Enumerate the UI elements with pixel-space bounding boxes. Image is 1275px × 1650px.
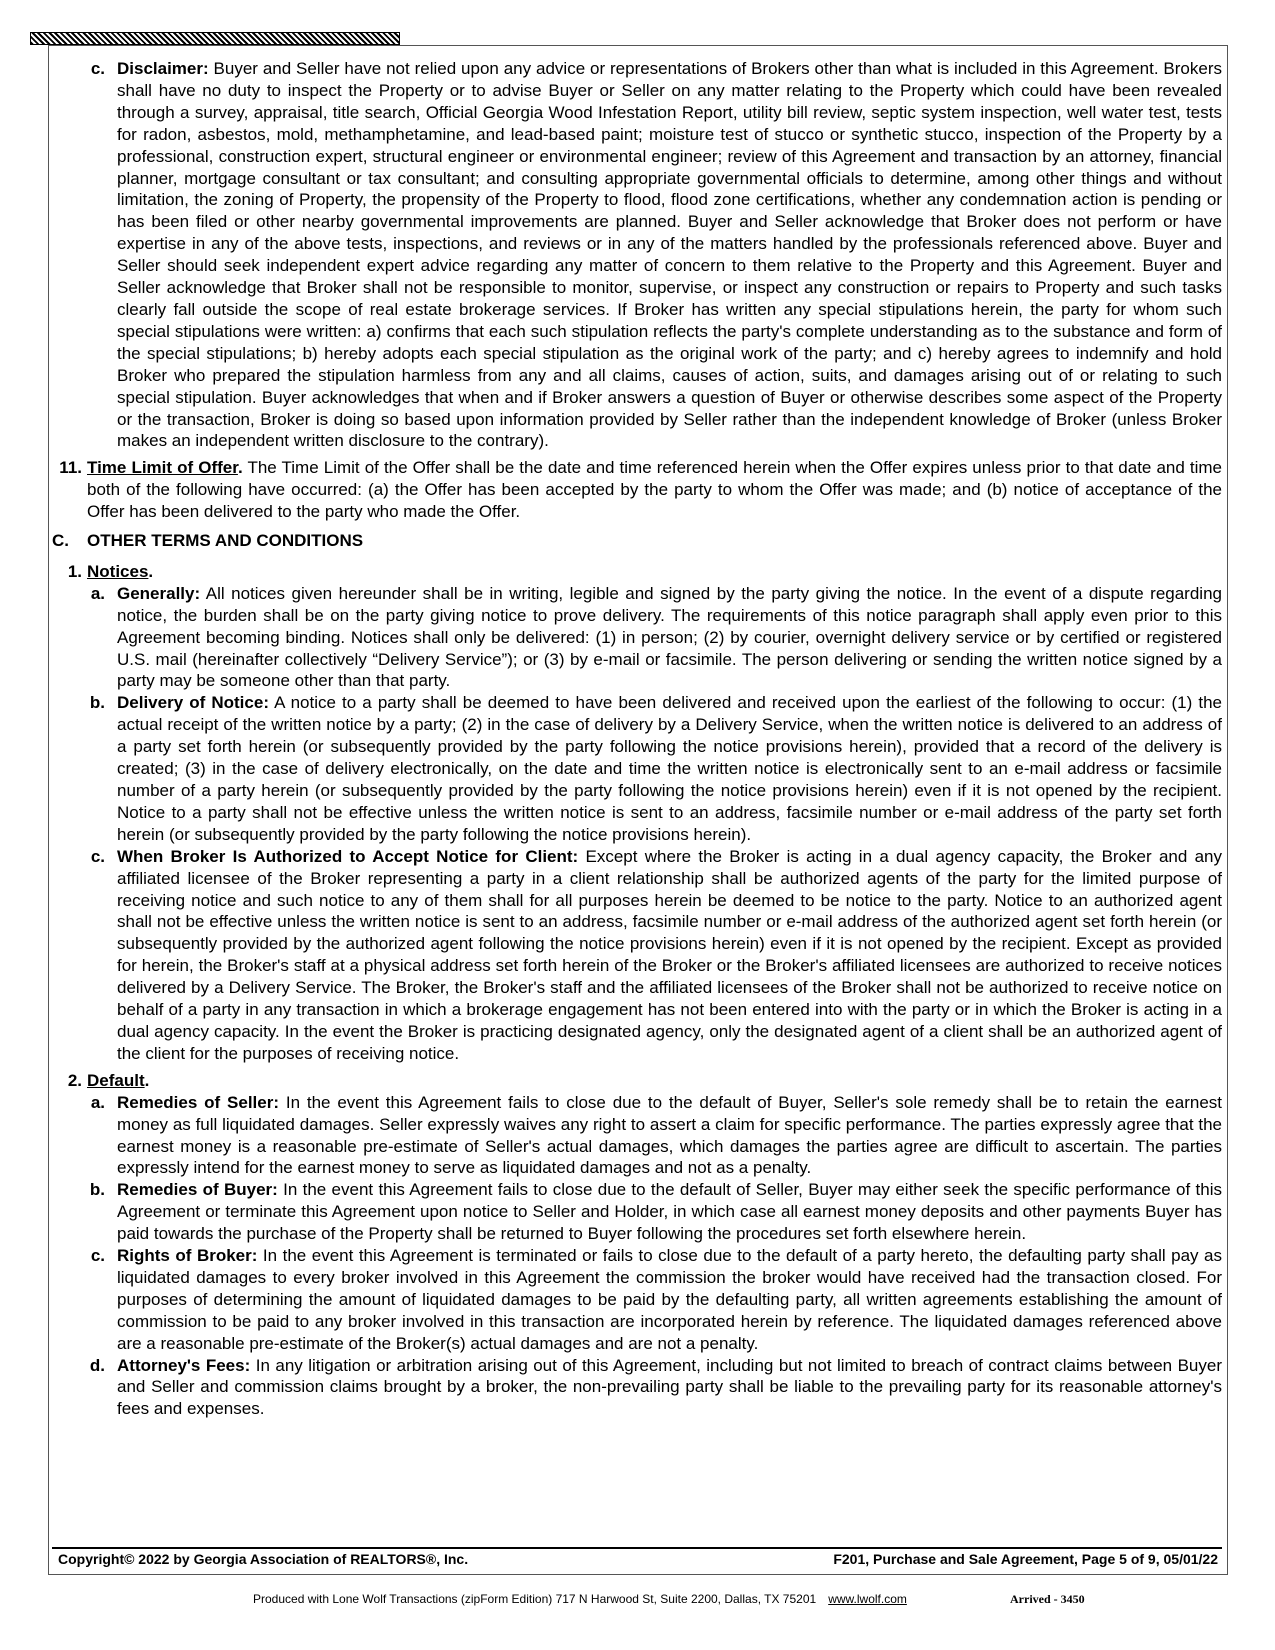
item-marker: b.	[89, 693, 105, 713]
default-attorney-fees	[52, 1355, 1222, 1421]
item-label: When Broker Is Authorized to Accept Notice for Client:	[117, 846, 579, 866]
time-limit-paragraph: 11. Time Limit of Offer. The Time Limit of the Offer shall be the date and time referenced herein when the Offer expires unless prior to that date and time both of the following have occurred: (a) the Offer has been accepted by the party to whom the Offer was made; and (b) notice of acceptance of the Offer has been delivered to the party who made the Offer.	[52, 457, 1222, 523]
item-text: In the event this Agreement fails to close due to the default of Buyer, Seller's sole remedy shall be to retain the earnest money as full liquidated damages. Seller expressly waives any right to assert a claim for specific performance. The parties expressly agree that the earnest money is a reasonable pre-estimate of Seller's actual damages, which damages the parties agree are difficult to ascertain. The parties expressly intend for the earnest money to serve as liquidated damages and not as a penalty.	[117, 1092, 1223, 1178]
item-text: Buyer and Seller have not relied upon any advice or representations of Brokers other than what is included in this Agreement. Brokers shall have no duty to inspect the Property or to advise Buyer or Seller on any matter relating to the Property which could have been revealed through a survey, appraisal, title search, Official Georgia Wood Infestation Report, utility bill review, septic system inspection, well water test, tests for radon, asbestos, mold, methamphetamine, and lead-based paint; moisture test of stucco or synthetic stucco, inspection of the Property by a professional, construction expert, structural engineer or environmental engineer; review of this Agreement and transaction by an attorney, financial planner, mortgage consultant or tax consultant; and consulting appropriate governmental officials to determine, among other things and without limitation, the zoning of Property, the propensity of the Property to flood, flood zone certifications, whether any condemnation action is pending or has been filed or other nearby governmental improvements are planned. Buyer and Seller acknowledge that Broker does not perform or have expertise in any of the above tests, inspections, and reviews or in any of the matters handled by the professionals referenced above. Buyer and Seller should seek independent expert advice regarding any matter of concern to them relative to the Property and this Agreement. Buyer and Seller acknowledge that Broker shall not be responsible to monitor, supervise, or inspect any construction or repairs to Property and such tasks clearly fall outside the scope of real estate brokerage services. If Broker has written any special stipulations herein, the party for whom such special stipulations were written: a) confirms that each such stipulation reflects the party's complete understanding as to the substance and form of the special stipulations; b) hereby adopts each special stipulation as the original work of the party; and c) hereby agrees to indemnify and hold Broker who prepared the stipulation harmless from any and all claims, causes of action, suits, and damages arising out of or relating to such special stipulation. Buyer acknowledges that when and if Broker answers a question of Buyer or otherwise describes some aspect of the Property or the transaction, Broker is doing so based upon information provided by Seller rather than the independent knowledge of Broker (unless Broker makes an independent written disclosure to the contrary).	[117, 59, 1222, 451]
item-label: Remedies of Buyer:	[117, 1180, 278, 1200]
item-title: Time Limit of Offer	[87, 458, 238, 478]
item-marker: a.	[90, 583, 105, 603]
form-info: F201, Purchase and Sale Agreement, Page 5 of 9, 05/01/22	[833, 1551, 1218, 1567]
notices-generally	[52, 583, 1222, 693]
default-heading: 2. Default.	[52, 1070, 1222, 1092]
produced-text: Produced with Lone Wolf Transactions (zipForm Edition) 717 N Harwood St, Suite 2200, Dallas, TX 75201	[253, 1592, 817, 1606]
item-text: A notice to a party shall be deemed to have been delivered and received upon the earliest of the following to occur: (1) the actual receipt of the written notice by a party; (2) in the case of delivery by a Delivery Service, when the written notice is delivered to an address of a party set forth herein (or subsequently provided by the party following the notice provisions herein), provided that a record of the delivery is created; (3) in the case of delivery electronically, on the date and time the written notice is electronically sent to an e-mail address or facsimile number of a party herein (or subsequently provided by the party following the notice provisions herein) even if it is not opened by the recipient. Notice to a party shall not be effective unless the written notice is sent to an address, facsimile number or e-mail address of the party set forth herein (or subsequently provided by the party following the notice provisions herein).	[117, 693, 1222, 844]
arrived-stamp: Arrived - 3450	[1010, 1592, 1085, 1606]
item-label: Attorney's Fees:	[117, 1355, 251, 1375]
item-label: Delivery of Notice:	[117, 693, 269, 713]
item-text: The Time Limit of the Offer shall be the date and time referenced herein when the Offer expires unless prior to that date and time both of the following have occurred: (a) the Offer has been accepted by the party to whom the Offer was made; and (b) notice of acceptance of the Offer has been delivered to the party who made the Offer.	[87, 458, 1223, 522]
item-text: All notices given hereunder shall be in writing, legible and signed by the party giving the notice. In the event of a dispute regarding notice, the burden shall be on the party giving notice to prove delivery. The requirements of this notice paragraph shall apply even prior to this Agreement becoming binding. Notices shall only be delivered: (1) in person; (2) by courier, overnight delivery service or by certified or registered U.S. mail (hereinafter collectively “Delivery Service”); or (3) by e-mail or facsimile. The person delivering or sending the written notice signed by a party may be someone other than that party.	[117, 583, 1222, 691]
copyright-notice: Copyright© 2022 by Georgia Association of REALTORS®, Inc.	[58, 1551, 469, 1567]
section-marker: C.	[52, 531, 69, 551]
item-title: Default	[87, 1070, 145, 1090]
item-label: Generally:	[117, 583, 201, 603]
default-remedies-buyer	[52, 1179, 1222, 1245]
produced-with	[253, 1592, 907, 1606]
default-rights-broker	[52, 1245, 1222, 1355]
item-label: Rights of Broker:	[117, 1246, 258, 1266]
notices-delivery	[52, 692, 1222, 845]
item-marker: c.	[90, 1246, 105, 1266]
item-text: In the event this Agreement fails to close due to the default of Seller, Buyer may either seek the specific performance of this Agreement or terminate this Agreement upon notice to Seller and Holder, in which case all earnest money deposits and other payments Buyer has paid towards the purchase of the Property shall be returned to Buyer following the procedures set forth elsewhere herein.	[117, 1180, 1222, 1244]
lwolf-link[interactable]: www.lwolf.com	[828, 1592, 907, 1606]
document-body	[52, 58, 1222, 1420]
item-marker: b.	[89, 1180, 105, 1200]
item-number: 11.	[59, 458, 82, 478]
header-hatch-bar	[30, 32, 400, 45]
item-number: 1.	[67, 561, 82, 581]
section-heading-c	[52, 530, 1222, 552]
item-number: 2.	[67, 1070, 82, 1090]
item-text: In the event this Agreement is terminated or fails to close due to the default of a party hereto, the defaulting party shall pay as liquidated damages to every broker involved in this Agreement the commission the broker would have received had the transaction closed. For purposes of determining the amount of liquidated damages to be paid by the defaulting party, all written agreements establishing the amount of commission to be paid to any broker involved in this transaction are incorporated herein by reference. The liquidated damages referenced above are a reasonable pre-estimate of the Broker(s) actual damages and are not a penalty.	[117, 1246, 1222, 1353]
item-label: Remedies of Seller:	[117, 1092, 280, 1112]
item-label: Disclaimer:	[117, 59, 209, 78]
disclaimer-paragraph	[52, 58, 1222, 452]
default-remedies-seller	[52, 1092, 1222, 1180]
item-title: Notices	[87, 561, 149, 581]
item-marker: c.	[90, 846, 105, 866]
item-text: Except where the Broker is acting in a dual agency capacity, the Broker and any affiliated licensee of the Broker representing a party in a client relationship shall be authorized agents of the party for the limited purpose of receiving notice and such notice to any of them shall for all purposes herein be deemed to be notice to the party. Notice to an authorized agent shall not be effective unless the written notice is sent to an address, facsimile number or e-mail address of the authorized agent set forth herein (or subsequently provided by the authorized agent following the notice provisions herein) even if it is not opened by the recipient. Except as provided for herein, the Broker's staff at a physical address set forth herein of the Broker or the Broker's affiliated licensees are authorized to receive notices delivered by a Delivery Service. The Broker, the Broker's staff and the affiliated licensees of the Broker shall not be authorized to receive notice on behalf of a party in any transaction in which a brokerage engagement has not been entered into with the party or in which the Broker is acting in a dual agency capacity. In the event the Broker is practicing designated agency, only the designated agent of a client shall be an authorized agent of the client for the purposes of receiving notice.	[117, 846, 1222, 1063]
item-marker: a.	[90, 1092, 105, 1112]
notices-heading: 1. Notices.	[52, 561, 1222, 583]
item-marker: d.	[89, 1355, 105, 1375]
section-title: OTHER TERMS AND CONDITIONS	[87, 531, 364, 551]
item-marker: c.	[90, 59, 105, 78]
notices-broker-authorized	[52, 846, 1222, 1065]
footer-rule	[52, 1547, 1222, 1549]
item-text: In any litigation or arbitration arising out of this Agreement, including but not limited to breach of contract claims between Buyer and Seller and commission claims brought by a broker, the non-prevailing party shall be liable to the prevailing party for its reasonable attorney's fees and expenses.	[117, 1355, 1222, 1419]
